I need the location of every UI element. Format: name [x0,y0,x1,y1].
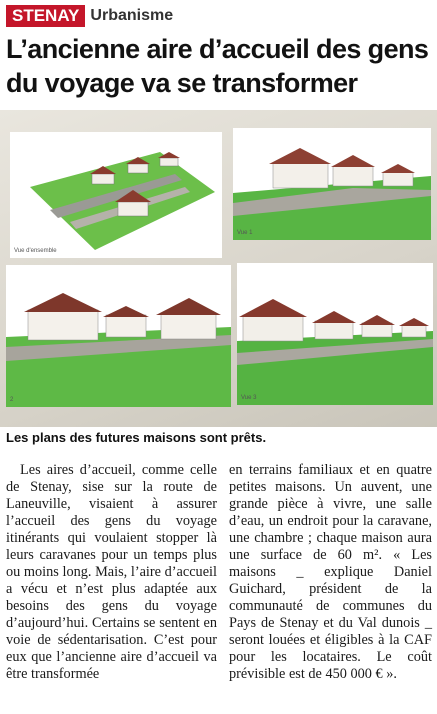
panel-label: Vue 1 [237,230,253,236]
photo-caption: Les plans des futures maisons sont prêts. [6,430,267,445]
plan-panel-view1 [233,128,431,240]
panel-label: 2 [10,397,14,403]
location-tag: STENAY [6,5,85,27]
overview-rendering [10,132,222,258]
plan-panel-overview [10,132,222,258]
plan-panel-view2 [6,265,231,407]
headline: L’ancienne aire d’accueil des gens du voyage va se transformer [6,34,429,98]
plan-panel-view3 [237,263,433,405]
panel-label: Vue d'ensemble [14,248,57,254]
article-column-2: en terrains familiaux et en quatre petites maisons. Un auvent, une grande pièce à vivre, une salle d’eau, un endroit pour la caravane, une chambre ; chaque maison aura une surface de 60 m². « Les maisons _ explique Daniel Guichard, président de la communauté de communes du Pays de Stenay et du Val dunois _ seront louées et éligibles à la CAF pour les locataires. Le coût prévisible est de 450 000 € ». [229,462,432,682]
view1-rendering [233,128,431,240]
section-header [6,5,173,27]
article-column-1: Les aires d’accueil, comme celle de Stenay, sise sur la route de Laneuville, visaient à assurer l’accueil des gens du voyage itinérants qui voulaient stopper là leurs caravanes pour un temps plus ou moins long. Mais, l’aire d’accueil a vécu et n’est plus adaptée aux besoins des gens du voyage d’aujourd’hui. Certains se sentent en voie de sédentarisation. C’est pour eux que l’ancienne aire d’accueil va être transformée [6,462,217,682]
section-label: Urbanisme [90,7,174,24]
panel-label: Vue 3 [241,395,257,401]
view2-rendering [6,265,231,407]
article-photo [0,110,437,427]
view3-rendering [237,263,433,405]
